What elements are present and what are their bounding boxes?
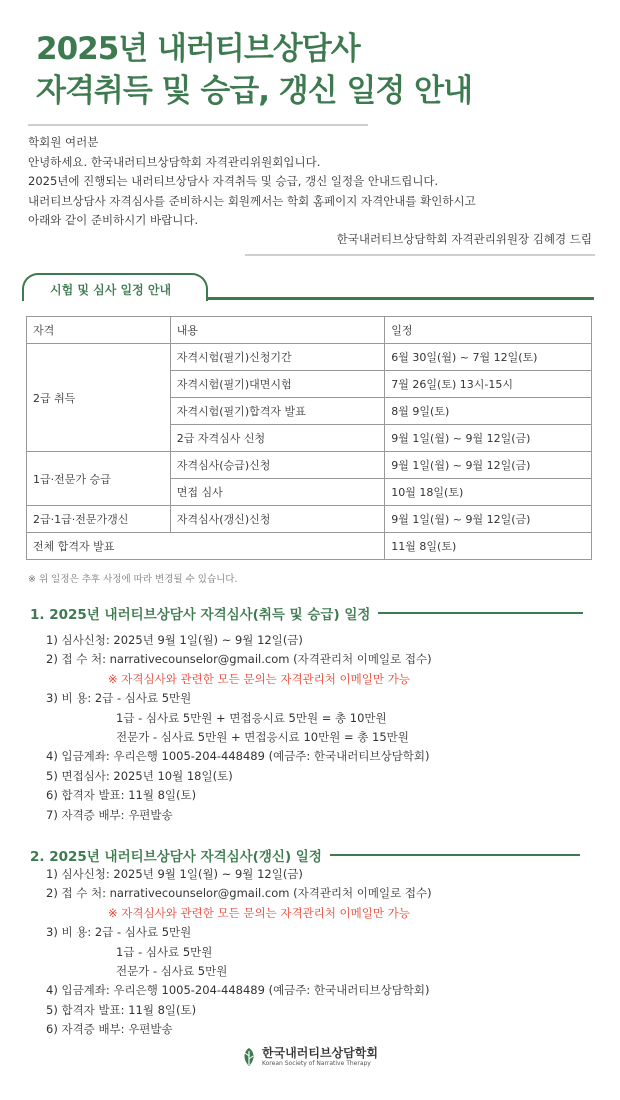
final-announce-cell: 전체 합격자 발표 [27, 533, 385, 560]
table-row [27, 344, 592, 371]
date-cell: 10월 18일(토) [385, 479, 592, 506]
section-2-list [46, 865, 432, 1040]
table-row [27, 452, 592, 479]
intro-line: 2025년에 진행되는 내러티브상담사 자격취득 및 승급, 갱신 일정을 안내드립니다. [28, 174, 439, 188]
list-item: 전문가 - 심사료 5만원 + 면접응시료 10만원 = 총 15만원 [116, 729, 409, 744]
intro-line: 아래와 같이 준비하시기 바랍니다. [28, 213, 199, 227]
date-cell: 9월 1일(월) ~ 9월 12일(금) [385, 506, 592, 533]
list-item: 5) 합격자 발표: 11월 8일(토) [46, 1002, 197, 1017]
list-item: 4) 입금계좌: 우리은행 1005-204-448489 (예금주: 한국내러티브상담학회) [46, 983, 430, 998]
table-header-row [27, 317, 592, 344]
schedule-tab-label: 시험 및 심사 일정 안내 [50, 283, 172, 297]
list-item: 1급 - 심사료 5만원 [116, 944, 213, 959]
signature-divider [245, 254, 595, 256]
list-item: 6) 합격자 발표: 11월 8일(토) [46, 788, 197, 803]
list-item: 3) 비 용: 2급 - 심사료 5만원 [46, 691, 192, 706]
date-cell: 9월 1일(월) ~ 9월 12일(금) [385, 452, 592, 479]
table-row [27, 506, 592, 533]
list-item: 1) 심사신청: 2025년 9월 1일(월) ~ 9월 12일(금) [46, 633, 303, 647]
section-1-title: 1. 2025년 내러티브상담사 자격심사(취득 및 승급) 일정 [30, 607, 371, 623]
signature: 한국내러티브상담학회 자격관리위원장 김혜경 드림 [336, 232, 592, 246]
page-title [36, 28, 472, 112]
schedule-tab-underline [206, 297, 594, 300]
logo-name-en: Korean Society of Narrative Therapy [262, 1060, 371, 1067]
content-cell: 자격시험(필기)합격자 발표 [170, 398, 385, 425]
qualification-cell: 2급 취득 [27, 344, 171, 452]
date-cell: 6월 30일(월) ~ 7월 12일(토) [385, 344, 592, 371]
section-1-heading [30, 603, 583, 623]
list-item: 1급 - 심사료 5만원 + 면접응시료 5만원 = 총 10만원 [116, 710, 387, 725]
qualification-cell: 1급·전문가 승급 [27, 452, 171, 506]
notice-item: ※ 자격심사와 관련한 모든 문의는 자격관리처 이메일만 가능 [108, 905, 410, 920]
intro-line: 학회원 여러분 [28, 135, 99, 149]
content-cell: 자격심사(갱신)신청 [170, 506, 385, 533]
notice-item: ※ 자격심사와 관련한 모든 문의는 자격관리처 이메일만 가능 [108, 671, 410, 686]
list-item: 5) 면접심사: 2025년 10월 18일(토) [46, 768, 233, 783]
content-cell: 자격심사(승급)신청 [170, 452, 385, 479]
list-item: 7) 자격증 배부: 우편발송 [46, 807, 173, 822]
schedule-table [26, 316, 592, 560]
title-line-1: 2025년 내러티브상담사 [36, 31, 360, 67]
date-cell: 7월 26일(토) 13시-15시 [385, 371, 592, 398]
qualification-cell: 2급·1급·전문가갱신 [27, 506, 171, 533]
table-header-cell: 자격 [27, 317, 171, 344]
content-cell: 자격시험(필기)신청기간 [170, 344, 385, 371]
section-2-rule [330, 854, 580, 856]
list-item: 4) 입금계좌: 우리은행 1005-204-448489 (예금주: 한국내러티브상담학회) [46, 749, 430, 764]
intro-line: 안녕하세요. 한국내러티브상담학회 자격관리위원회입니다. [28, 154, 321, 169]
content-cell: 면접 심사 [170, 479, 385, 506]
list-item: 전문가 - 심사료 5만원 [116, 963, 228, 978]
section-2-heading [30, 845, 580, 865]
intro-line: 내러티브상담사 자격심사를 준비하시는 회원께서는 학회 홈페이지 자격안내를 확인하시고 [28, 193, 476, 208]
section-1-list [46, 631, 432, 825]
intro-text [28, 133, 476, 231]
section-2-title: 2. 2025년 내러티브상담사 자격심사(갱신) 일정 [30, 849, 322, 865]
schedule-note: ※ 위 일정은 추후 사정에 따라 변경될 수 있습니다. [28, 574, 238, 585]
list-item: 1) 심사신청: 2025년 9월 1일(월) ~ 9월 12일(금) [46, 867, 303, 881]
section-1-rule [378, 612, 583, 614]
content-cell: 2급 자격심사 신청 [170, 425, 385, 452]
table-header-cell: 내용 [170, 317, 385, 344]
list-item: 6) 자격증 배부: 우편발송 [46, 1022, 173, 1037]
date-cell: 9월 1일(월) ~ 9월 12일(금) [385, 425, 592, 452]
list-item: 2) 접 수 처: narrativecounselor@gmail.com (자격관리처 이메일로 접수) [46, 886, 432, 901]
list-item: 3) 비 용: 2급 - 심사료 5만원 [46, 925, 192, 940]
logo-name-ko: 한국내러티브상담학회 [262, 1046, 378, 1060]
list-item: 2) 접 수 처: narrativecounselor@gmail.com (자격관리처 이메일로 접수) [46, 652, 432, 667]
society-logo [240, 1046, 378, 1068]
leaf-logo-icon [240, 1046, 258, 1068]
date-cell: 8월 9일(토) [385, 398, 592, 425]
date-cell: 11월 8일(토) [385, 533, 592, 560]
content-cell: 자격시험(필기)대면시험 [170, 371, 385, 398]
title-line-2: 자격취득 및 승급, 갱신 일정 안내 [36, 73, 473, 109]
title-divider [28, 124, 368, 126]
table-row [27, 533, 592, 560]
table-header-cell: 일정 [385, 317, 592, 344]
